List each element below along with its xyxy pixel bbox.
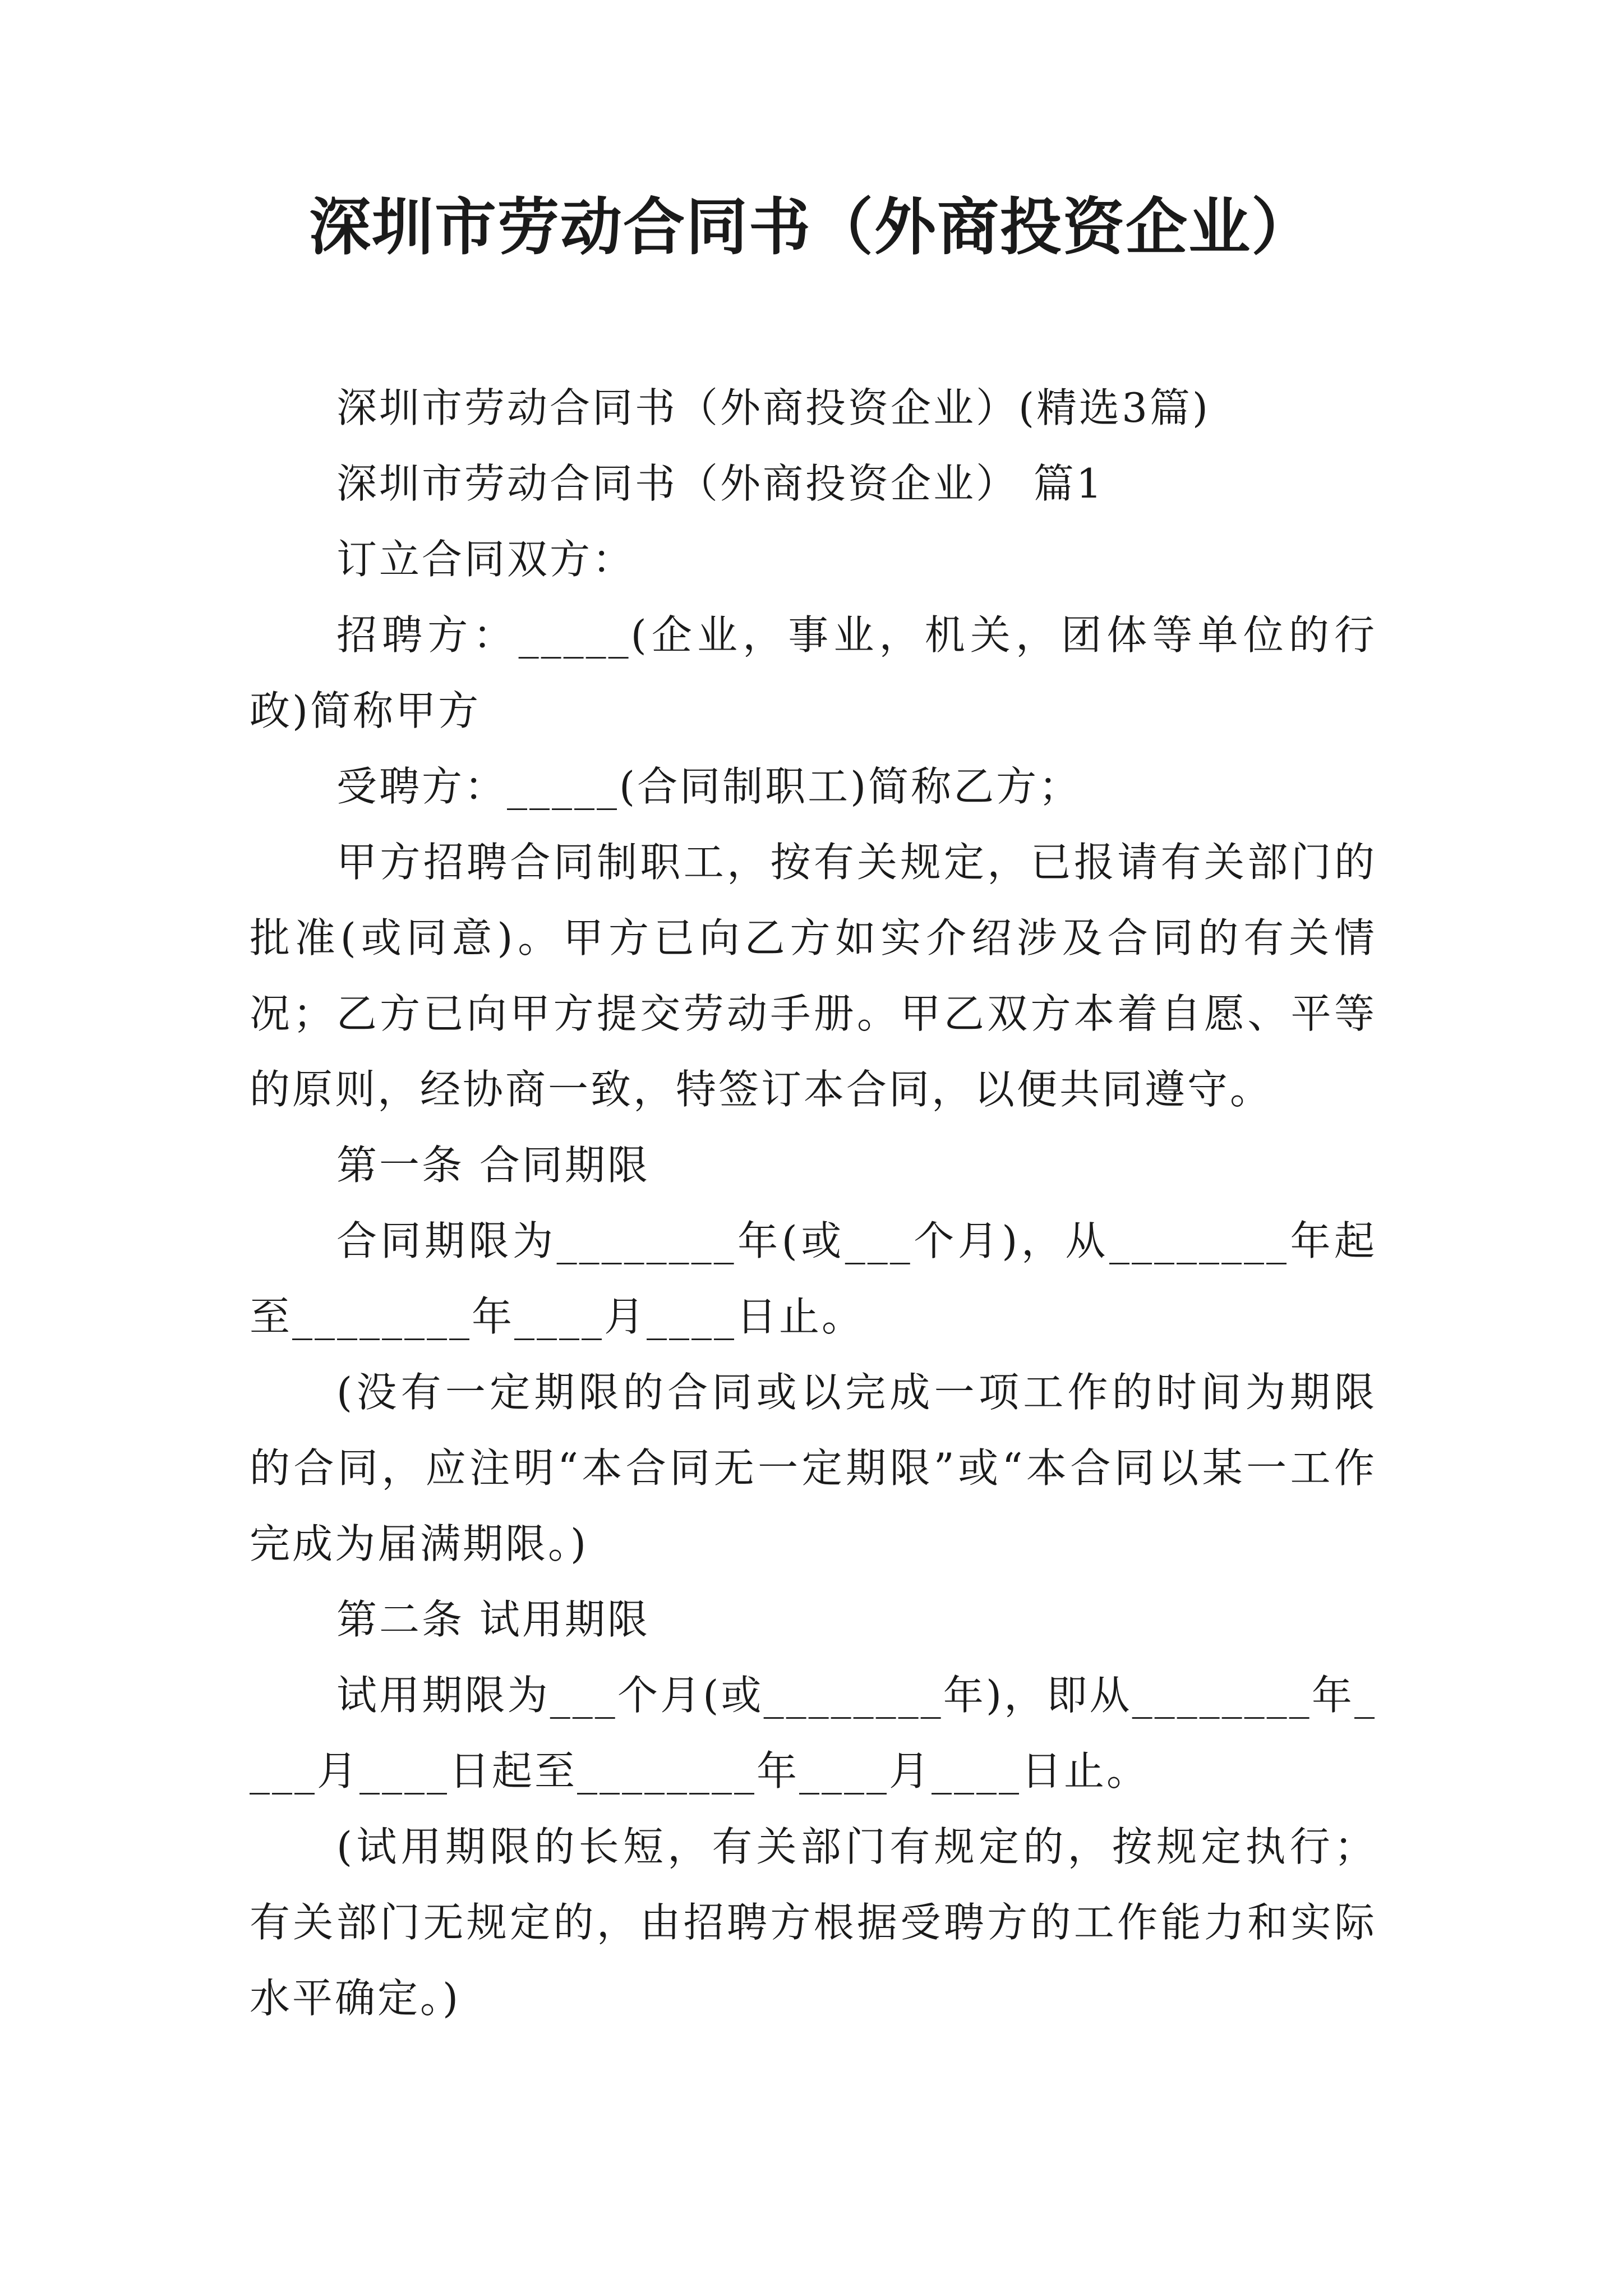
paragraph-parties-intro: 订立合同双方： [336, 536, 635, 583]
paragraph-article-1-heading: 第一条 合同期限 [336, 1142, 650, 1189]
paragraph-preamble: 甲方招聘合同制职工，按有关规定，已报请有关部门的批准(或同意)。甲方已向乙方如实介绍涉及合同的有关情况；乙方已向甲方提交劳动手册。甲乙双方本着自愿、平等的原则，经协商一致，特签订本合同，以便共同遵守。 [250, 839, 1377, 1113]
paragraph-article-2-heading: 第二条 试用期限 [336, 1596, 650, 1643]
paragraph-collection-title: 深圳市劳动合同书（外商投资企业）(精选3篇) [336, 384, 1210, 431]
paragraph-section-heading: 深圳市劳动合同书（外商投资企业） 篇1 [336, 460, 1104, 507]
paragraph-employee: 受聘方：_____(合同制职工)简称乙方； [336, 763, 1082, 810]
document-body [250, 370, 1377, 2036]
paragraph-article-1-term: 合同期限为________年(或___个月)，从________年起至________年____月____日止。 [250, 1217, 1377, 1340]
paragraph-employer: 招聘方：_____(企业，事业，机关，团体等单位的行政)简称甲方 [250, 611, 1377, 734]
paragraph-article-2-term: 试用期限为___个月(或________年)，即从________年____月____日起至________年____月____日止。 [250, 1672, 1377, 1795]
paragraph-article-2-note: (试用期限的长短，有关部门有规定的，按规定执行；有关部门无规定的，由招聘方根据受聘方的工作能力和实际水平确定。) [250, 1823, 1377, 2022]
paragraph-article-1-note: (没有一定期限的合同或以完成一项工作的时间为期限的合同，应注明“本合同无一定期限”或“本合同以某一工作完成为届满期限。) [250, 1369, 1377, 1567]
document-title: 深圳市劳动合同书（外商投资企业） [309, 191, 1314, 263]
